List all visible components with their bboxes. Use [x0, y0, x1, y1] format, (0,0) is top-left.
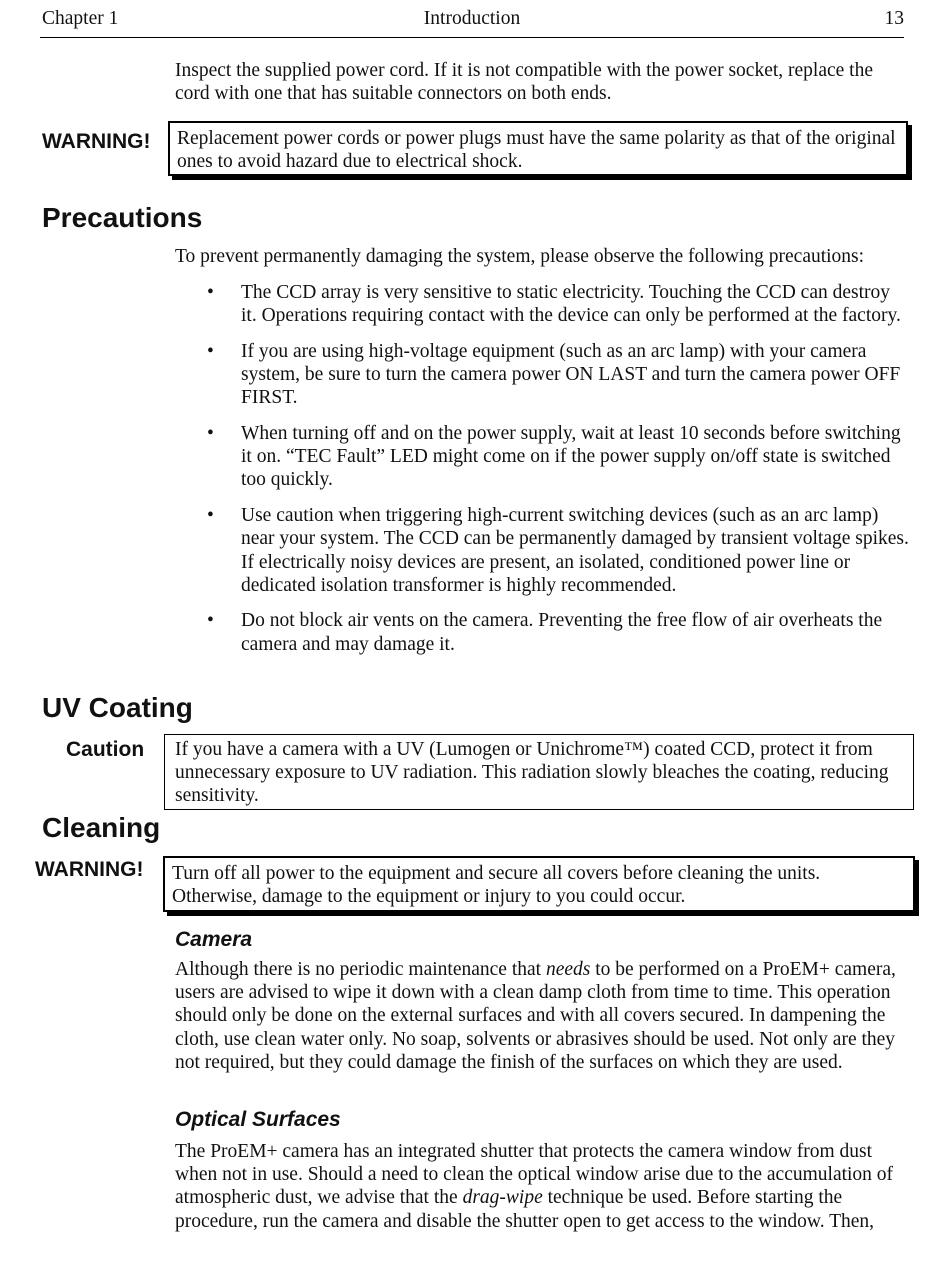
- list-item-text: Do not block air vents on the camera. Preventing the free flow of air overheats the camera and may damage it.: [241, 610, 883, 655]
- optical-text-end: technique be used. Before starting the procedure, run the camera and disable the shutter open to get access to the window. Then,: [175, 1187, 875, 1232]
- header-chapter: Chapter 1: [42, 8, 119, 29]
- uv-coating-heading: UV Coating: [42, 692, 193, 723]
- camera-heading: Camera: [175, 928, 253, 951]
- list-item: [175, 340, 910, 410]
- header-title: Introduction: [423, 8, 521, 29]
- page-header: [40, 7, 904, 38]
- cleaning-warning-label: WARNING!: [35, 858, 144, 881]
- camera-text-end: to be performed on a ProEM+ camera, users are advised to wipe it down with a clean damp cloth from time to time. This operation should only be done on the external surfaces and with all covers secured. In dampening the cloth, use clean water only. No soap, solvents or abrasives should be used. Not only are they not required, but they could damage the finish of the surfaces on which they are used.: [175, 959, 896, 1073]
- warning-box: [168, 121, 908, 176]
- list-item: [175, 422, 910, 492]
- warning-label: WARNING!: [42, 130, 151, 153]
- list-item-text: When turning off and on the power supply, wait at least 10 seconds before switching it on. “TEC Fault” LED might come on if the power supply on/off state is switched too quickly.: [241, 423, 901, 491]
- optical-emphasis: drag-wipe: [462, 1187, 543, 1209]
- caution-label: Caution: [66, 738, 145, 761]
- optical-text-start: The ProEM+ camera has an integrated shutter that protects the camera window from dust when not in use. Should a need to clean the optical window arise due to the accumulation of atmospheric dust, we advise that the: [175, 1141, 894, 1209]
- list-item-text: The CCD array is very sensitive to static electricity. Touching the CCD can destroy it. Operations requiring contact with the device can only be performed at the factory.: [241, 282, 901, 327]
- bullet-icon: •: [207, 610, 214, 632]
- precautions-intro: To prevent permanently damaging the system, please observe the following precautions:: [175, 246, 865, 267]
- list-item: [175, 281, 910, 327]
- bullet-icon: •: [207, 282, 214, 303]
- optical-paragraph: [175, 1140, 910, 1233]
- precautions-list: [175, 281, 910, 668]
- cleaning-heading: Cleaning: [42, 812, 161, 843]
- header-page-number: 13: [884, 8, 904, 29]
- list-item-text: Use caution when triggering high-current switching devices (such as an arc lamp) near your system. The CCD can be permanently damaged by transient voltage spikes. If electrically noisy devices are present, an isolated, conditioned power line or dedicated isolation transformer is highly recommended.: [241, 505, 909, 596]
- cleaning-warning-text: Turn off all power to the equipment and secure all covers before cleaning the units. Otherwise, damage to the equipment or injury to you could occur.: [172, 863, 821, 908]
- list-item: [175, 609, 910, 655]
- caution-text: If you have a camera with a UV (Lumogen or Unichrome™) coated CCD, protect it from unnecessary exposure to UV radiation. This radiation slowly bleaches the coating, reducing sensitivity.: [175, 739, 889, 807]
- warning-text: Replacement power cords or power plugs must have the same polarity as that of the original ones to avoid hazard due to electrical shock.: [177, 128, 896, 173]
- list-item: [175, 504, 910, 597]
- bullet-icon: •: [207, 423, 214, 445]
- camera-paragraph: [175, 958, 910, 1074]
- list-item-text: If you are using high-voltage equipment (such as an arc lamp) with your camera system, be sure to turn the camera power ON LAST and turn the camera power OFF FIRST.: [241, 340, 901, 409]
- optical-surfaces-heading: Optical Surfaces: [175, 1108, 341, 1131]
- bullet-icon: •: [207, 340, 214, 362]
- precautions-heading: Precautions: [42, 202, 203, 233]
- camera-emphasis: needs: [545, 959, 591, 980]
- camera-text-start: Although there is no periodic maintenance that: [175, 959, 546, 980]
- bullet-icon: •: [207, 505, 214, 527]
- cleaning-warning-box: [163, 856, 915, 912]
- caution-box: [164, 734, 914, 810]
- intro-paragraph: Inspect the supplied power cord. If it is not compatible with the power socket, replace the cord with one that has suitable connectors on both ends.: [175, 60, 873, 105]
